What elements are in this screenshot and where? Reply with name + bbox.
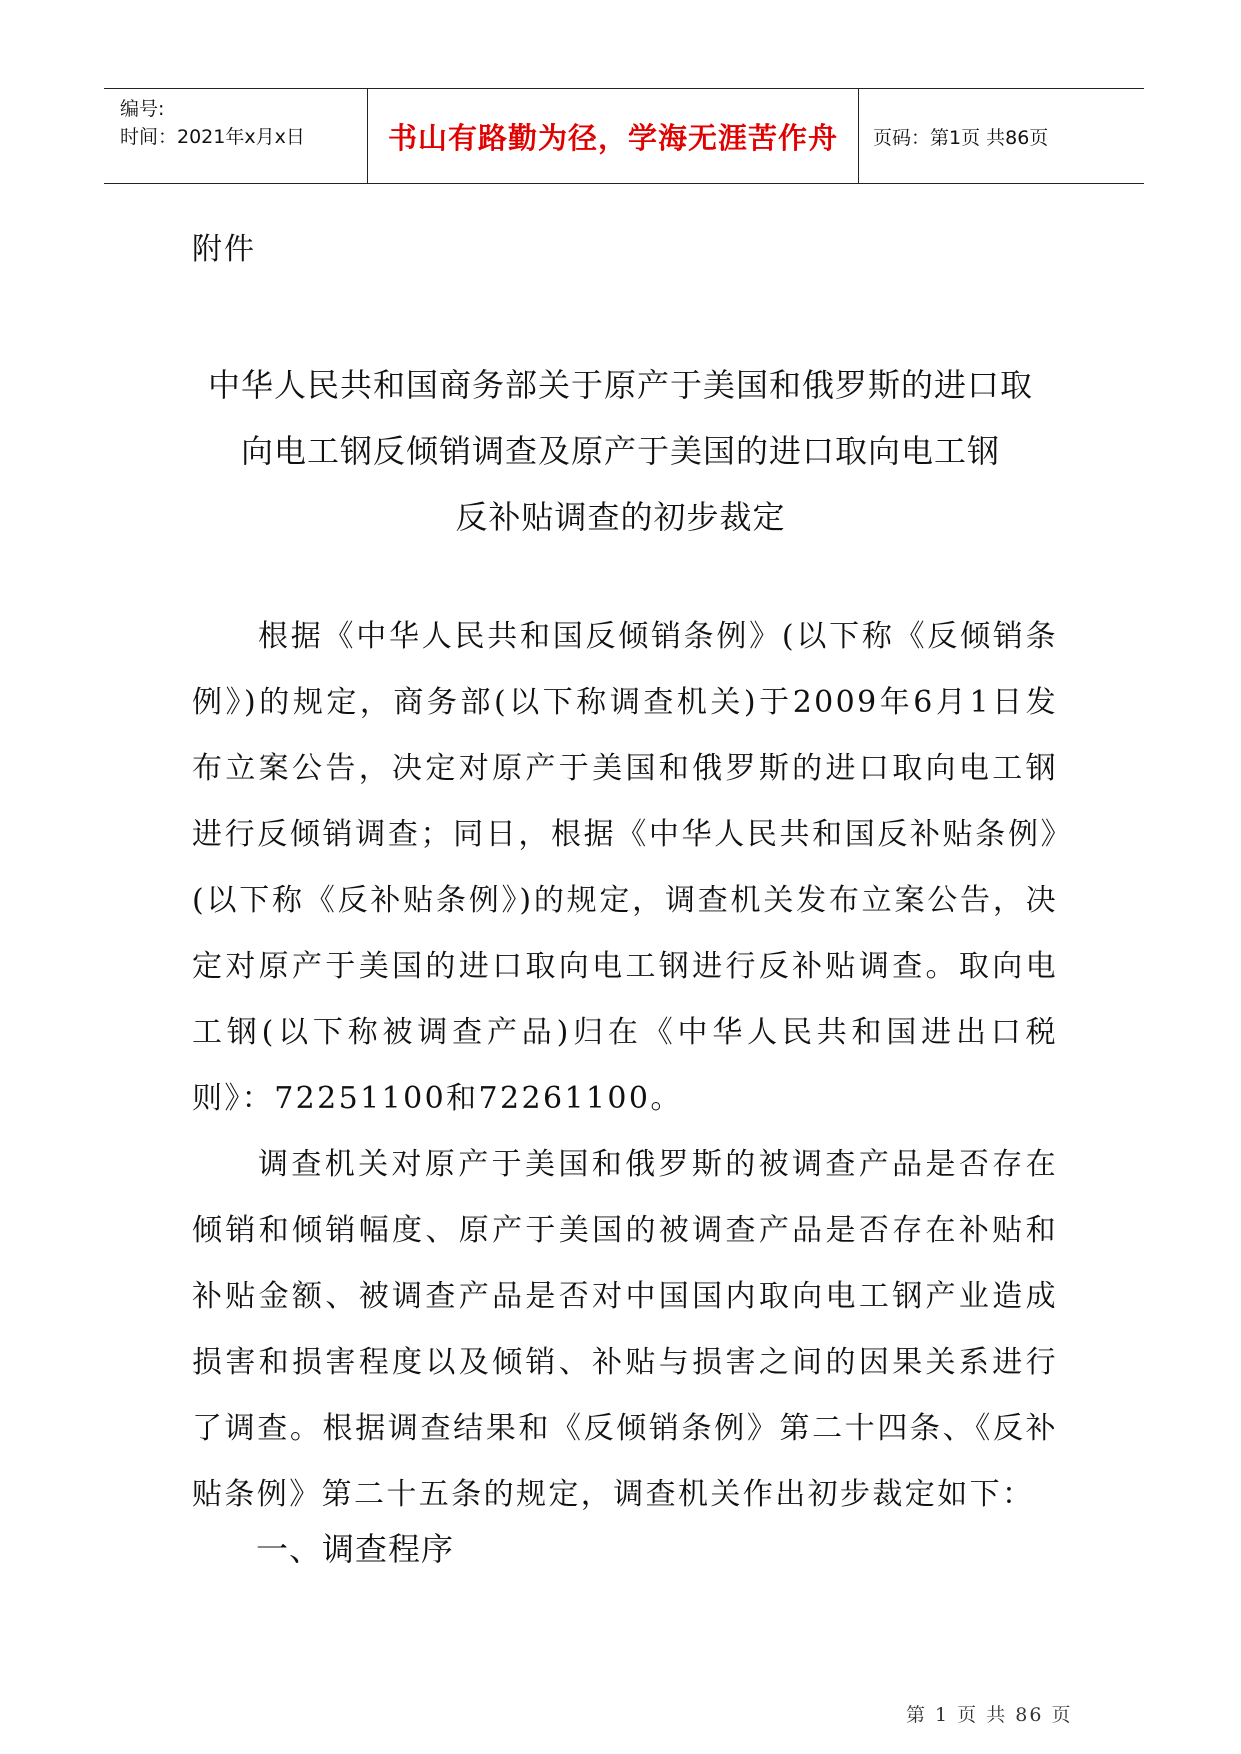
paragraph-1: 根据《中华人民共和国反倾销条例》(以下称《反倾销条例》)的规定，商务部(以下称调查机关)于2009年6月1日发布立案公告，决定对原产于美国和俄罗斯的进口取向电工钢进行反倾销调查；同日，根据《中华人民共和国反补贴条例》(以下称《反补贴条例》)的规定，调查机关发布立案公告，决定对原产于美国的进口取向电工钢进行反补贴调查。取向电工钢(以下称被调查产品)归在《中华人民共和国进出口税则》：72251100和72261100。 (192, 619, 1058, 1116)
page-footer: 第 1 页 共 86 页 (906, 1704, 1073, 1726)
header-meta (104, 89, 368, 183)
header-page-label: 页码：第1页 共86页 (873, 126, 1049, 149)
time-label: 时间：2021年x月x日 (120, 126, 305, 148)
paragraph-2: 调查机关对原产于美国和俄罗斯的被调查产品是否存在倾销和倾销幅度、原产于美国的被调查产品是否存在补贴和补贴金额、被调查产品是否对中国国内取向电工钢产业造成损害和损害程度以及倾销、补贴与损害之间的因果关系进行了调查。根据调查结果和《反倾销条例》第二十四条、《反补贴条例》第二十五条的规定，调查机关作出初步裁定如下： (192, 1147, 1058, 1512)
title-line-1: 中华人民共和国商务部关于原产于美国和俄罗斯的进口取 (207, 366, 1033, 404)
header-motto: 书山有路勤为径，学海无涯苦作舟 (368, 89, 859, 183)
document-body (192, 604, 1058, 1528)
attachment-label: 附件 (192, 232, 256, 267)
title-line-3: 反补贴调查的初步裁定 (455, 498, 786, 536)
document-header (104, 88, 1144, 184)
number-label: 编号: (120, 98, 165, 120)
section-heading: 一、调查程序 (256, 1530, 455, 1568)
document-title (150, 352, 1091, 550)
title-line-2: 向电工钢反倾销调查及原产于美国的进口取向电工钢 (240, 432, 1000, 470)
